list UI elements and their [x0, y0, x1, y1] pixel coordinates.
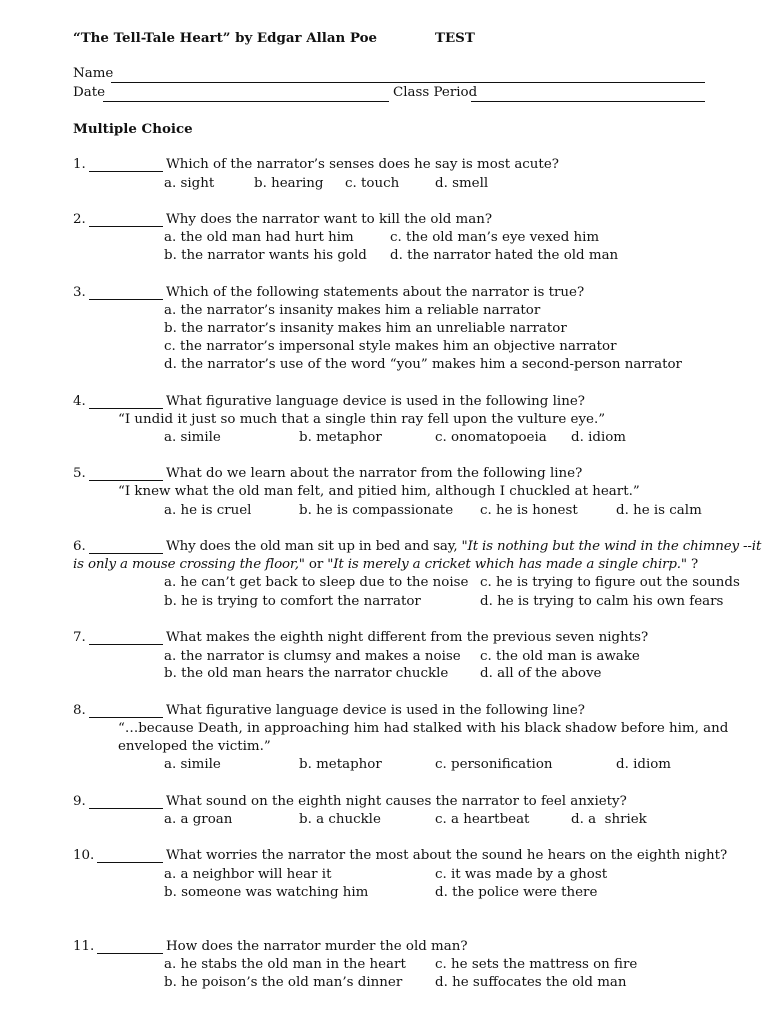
option-a: a. simile	[164, 430, 221, 445]
answer-blank[interactable]	[89, 541, 163, 554]
question-number: 4.	[73, 394, 86, 409]
test-label: TEST	[435, 30, 475, 46]
option-b: b. the old man hears the narrator chuckle	[164, 666, 449, 681]
answer-blank[interactable]	[89, 214, 163, 227]
option-c: c. the old man’s eye vexed him	[390, 230, 600, 245]
option-b: b. a chuckle	[299, 812, 381, 827]
answer-blank[interactable]	[89, 396, 163, 409]
option-d: d. the narrator’s use of the word “you” makes him a second-person narrator	[164, 357, 682, 372]
name-field[interactable]	[111, 68, 705, 83]
option-a: a. simile	[164, 757, 221, 772]
question-text: What worries the narrator the most about the sound he hears on the eighth night?	[166, 848, 728, 863]
option-d: d. he suffocates the old man	[435, 975, 627, 990]
option-d: d. the police were there	[435, 885, 598, 900]
question-number: 11.	[73, 939, 95, 954]
option-c: c. a heartbeat	[435, 812, 530, 827]
option-d: d. he is trying to calm his own fears	[480, 594, 724, 609]
quoted-line: “I knew what the old man felt, and pitied him, although I chuckled at heart.”	[118, 484, 640, 499]
date-field[interactable]	[103, 87, 389, 102]
quoted-line: “I undid it just so much that a single thin ray fell upon the vulture eye.”	[118, 412, 606, 427]
option-a: a. a groan	[164, 812, 233, 827]
question-number: 5.	[73, 466, 86, 481]
option-a: a. he can’t get back to sleep due to the noise	[164, 575, 469, 590]
question-text-line-2	[73, 557, 698, 572]
option-b: b. metaphor	[299, 430, 382, 445]
document-title: “The Tell-Tale Heart” by Edgar Allan Poe	[73, 30, 378, 46]
question-number: 9.	[73, 794, 86, 809]
quote-end: ?	[686, 557, 699, 572]
option-d: d. he is calm	[616, 503, 702, 518]
question-text: What figurative language device is used in the following line?	[166, 703, 585, 718]
option-c: c. onomatopoeia	[435, 430, 547, 445]
answer-blank[interactable]	[89, 287, 163, 300]
answer-blank[interactable]	[89, 796, 163, 809]
question-number: 10.	[73, 848, 95, 863]
option-a: a. he stabs the old man in the heart	[164, 957, 406, 972]
question-text: What makes the eighth night different from the previous seven nights?	[166, 630, 649, 645]
option-d: d. idiom	[616, 757, 671, 772]
question-text: What sound on the eighth night causes the narrator to feel anxiety?	[166, 794, 627, 809]
option-b: b. the narrator’s insanity makes him an unreliable narrator	[164, 321, 567, 336]
answer-blank[interactable]	[89, 632, 163, 645]
option-c: c. touch	[345, 176, 400, 191]
option-b: b. he poison’s the old man’s dinner	[164, 975, 403, 990]
option-b: b. metaphor	[299, 757, 382, 772]
option-b: b. he is trying to comfort the narrator	[164, 594, 421, 609]
answer-blank[interactable]	[97, 941, 163, 954]
quoted-line-continued: enveloped the victim.”	[118, 739, 271, 754]
option-c: c. personification	[435, 757, 553, 772]
option-a: a. sight	[164, 176, 215, 191]
option-b: b. he is compassionate	[299, 503, 454, 518]
question-text: What do we learn about the narrator from the following line?	[166, 466, 583, 481]
answer-blank[interactable]	[89, 159, 163, 172]
option-a: a. a neighbor will hear it	[164, 867, 332, 882]
question-text: Which of the following statements about the narrator is true?	[166, 285, 585, 300]
question-number: 3.	[73, 285, 86, 300]
option-a: a. the old man had hurt him	[164, 230, 354, 245]
option-a: a. the narrator’s insanity makes him a reliable narrator	[164, 303, 541, 318]
question-text: Why does the narrator want to kill the old man?	[166, 212, 493, 227]
option-d: d. all of the above	[480, 666, 602, 681]
question-text-line-1	[166, 539, 761, 554]
option-d: d. the narrator hated the old man	[390, 248, 619, 263]
question-text: How does the narrator murder the old man?	[166, 939, 468, 954]
class-period-field[interactable]	[471, 87, 705, 102]
option-d: d. idiom	[571, 430, 626, 445]
question-number: 8.	[73, 703, 86, 718]
quote-part-1: "It is nothing but the wind in the chimney --it	[461, 539, 762, 554]
section-title: Multiple Choice	[73, 121, 193, 137]
option-d: d. a shriek	[571, 812, 647, 827]
option-d: d. smell	[435, 176, 489, 191]
option-c: c. the narrator’s impersonal style makes him an objective narrator	[164, 339, 617, 354]
option-c: c. it was made by a ghost	[435, 867, 608, 882]
answer-blank[interactable]	[89, 468, 163, 481]
quote-part-3: "It is merely a cricket which has made a single chirp."	[327, 557, 687, 572]
option-c: c. he is honest	[480, 503, 578, 518]
question-number: 1.	[73, 157, 86, 172]
option-a: a. the narrator is clumsy and makes a noise	[164, 649, 461, 664]
option-b: b. someone was watching him	[164, 885, 369, 900]
question-number: 2.	[73, 212, 86, 227]
option-a: a. he is cruel	[164, 503, 252, 518]
option-c: c. he is trying to figure out the sounds	[480, 575, 740, 590]
question-text: Which of the narrator’s senses does he say is most acute?	[166, 157, 559, 172]
name-label: Name	[73, 66, 114, 81]
option-c: c. the old man is awake	[480, 649, 640, 664]
question-number: 7.	[73, 630, 86, 645]
question-text: What figurative language device is used in the following line?	[166, 394, 585, 409]
question-text: Why does the old man sit up in bed and say,	[166, 539, 462, 554]
quote-connector: or	[304, 557, 328, 572]
quoted-line: “…because Death, in approaching him had stalked with his black shadow before him, and	[118, 721, 729, 736]
answer-blank[interactable]	[97, 850, 163, 863]
question-number: 6.	[73, 539, 86, 554]
class-period-label: Class Period	[393, 85, 478, 100]
date-label: Date	[73, 85, 106, 100]
option-b: b. the narrator wants his gold	[164, 248, 367, 263]
answer-blank[interactable]	[89, 705, 163, 718]
quote-part-2: is only a mouse crossing the floor,"	[73, 557, 305, 572]
option-b: b. hearing	[254, 176, 324, 191]
option-c: c. he sets the mattress on fire	[435, 957, 638, 972]
